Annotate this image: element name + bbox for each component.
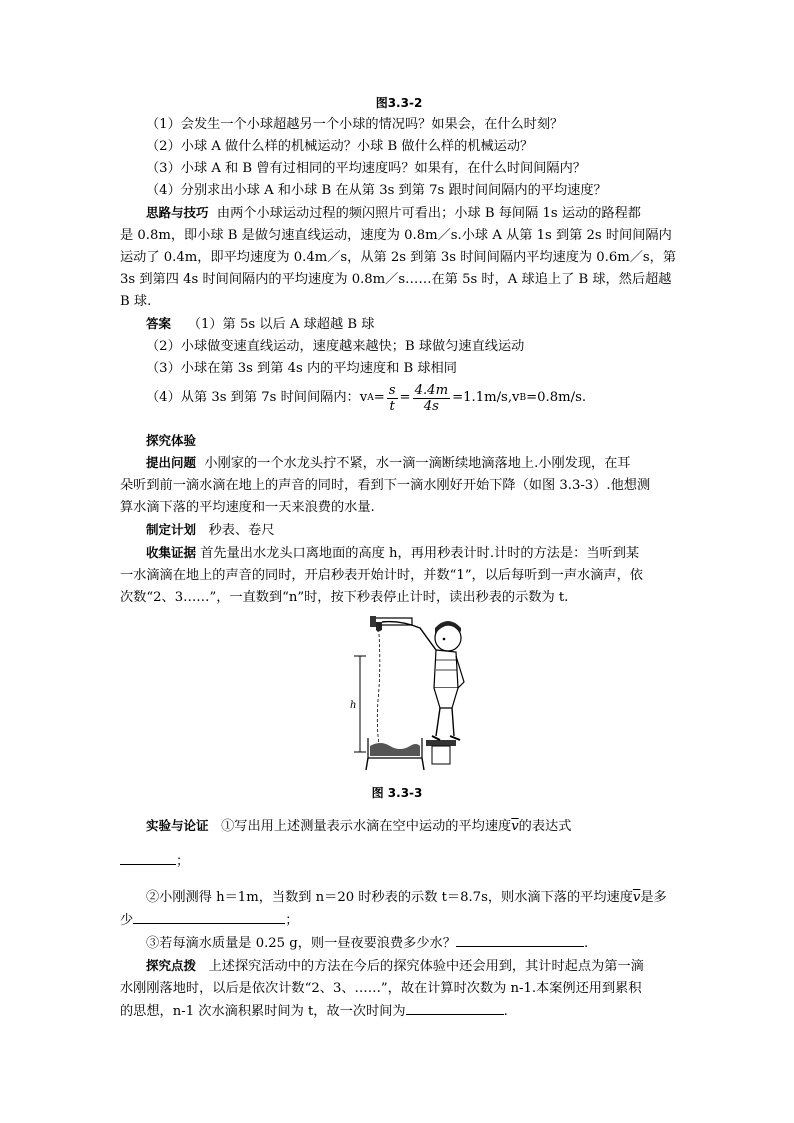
plan-line: 制定计划 秒表、卷尺 [146, 522, 275, 538]
exp-question-2-cont: 少 ； [120, 909, 678, 932]
tips-label: 思路与技巧 [146, 205, 209, 220]
explore-heading: 探究体验 [146, 433, 197, 448]
answer-3: （3）小球在第 3s 到第 4s 内的平均速度和 B 球相同 [146, 361, 457, 376]
tips-line-5: B 球. [120, 294, 152, 309]
point-line-3: 的思想，n-1 次水滴积累时间为 t，故一次时间为 . [120, 1000, 678, 1023]
answer-2: （2）小球做变速直线运动，速度越来越快；B 球做匀速直线运动 [146, 339, 525, 354]
question-3: （3）小球 A 和 B 曾有过相同的平均速度吗？如果有，在什么时间间隔内？ [146, 161, 586, 176]
figure-caption-3-3-3: 图 3.3-3 [371, 786, 423, 800]
question-2: （2）小球 A 做什么样的机械运动？小球 B 做什么样的机械运动？ [146, 139, 534, 154]
answer-blank-3[interactable] [456, 932, 584, 947]
document-body [120, 92, 678, 609]
exp-question-1: 实验与论证 ①写出用上述测量表示水滴在空中运动的平均速度$\overline{v}$的表达式 [146, 818, 572, 834]
figure-caption-top: 图3.3-2 [375, 96, 423, 110]
problem-line-3: 算水滴下落的平均速度和一天来浪费的水量. [120, 500, 375, 515]
point-line-2: 水刚刚落地时，以后是依次计数“2、3、……”，故在计算时次数为 n-1.本案例还用到累积 [120, 981, 642, 996]
point-line-1: 探究点拨 上述探究活动中的方法在今后的探究体验中还会用到，其计时起点为第一滴 [146, 958, 644, 974]
figure-faucet-boy [340, 610, 470, 780]
answer-1: 答案 （1）第 5s 以后 A 球超越 B 球 [146, 316, 375, 332]
collect-line-2: 一水滴滴在地上的声音的同时，开启秒表开始计时，并数“1”，以后每听到一声水滴声，依 [120, 568, 643, 583]
answer-blank-2[interactable] [133, 909, 285, 924]
question-1: （1）会发生一个小球超越另一个小球的情况吗？如果会，在什么时刻？ [146, 117, 564, 132]
collect-line-1: 收集证据 首先量出水龙头口离地面的高度 h，再用秒表计时.计时的方法是：当听到某 [146, 545, 640, 561]
tips-line-2: 是 0.8m，即小球 B 是做匀速直线运动，速度为 0.8m／s.小球 A 从第 1s 到第 2s 时间间隔内 [120, 228, 672, 243]
tips-line-3: 运动了 0.4m，即平均速度为 0.4m／s，从第 2s 到第 3s 时间间隔内平均速度为 0.6m／s，第 [120, 250, 677, 265]
exp-question-2: ②小刚测得 h＝1m，当数到 n＝20 时秒表的示数 t＝8.7s，则水滴下落的平均速度$\overline{v}$是多 [146, 890, 667, 905]
answer-label: 答案 [146, 316, 172, 331]
problem-line-2: 朵听到前一滴水滴在地上的声音的同时，看到下一滴水刚好开始下降（如图 3.3-3）.他想测 [120, 478, 651, 493]
collect-line-3: 次数“2、3……”，一直数到“n”时，按下秒表停止计时，读出秒表的示数为 t. [120, 590, 569, 605]
answer-blank-4[interactable] [406, 1000, 504, 1015]
formula-fraction-s-over-t: $\frac{s}{t}$ [388, 382, 396, 414]
formula-fraction-values: $\frac{4.4m}{4s}$ [414, 382, 449, 414]
question-4: （4）分别求出小球 A 和小球 B 在从第 3s 到第 7s 跟时间间隔内的平均速度？ [146, 183, 607, 198]
experiment-section [120, 815, 678, 1023]
exp-question-3: ③若每滴水质量是 0.25 g，则一昼夜要浪费多少水？ . [120, 932, 678, 955]
answer-blank-1[interactable] [120, 850, 176, 865]
tips-line-1: 思路与技巧 由两个小球运动过程的频闪照片可看出；小球 B 每间隔 1s 运动的路程都 [146, 205, 641, 221]
tips-line-4: 3s 到第四 4s 时间间隔内的平均速度为 0.8m／s……在第 5s 时，A 球追上了 B 球，然后超越 [120, 272, 672, 287]
height-label: h [350, 700, 357, 711]
answer-4: （4）从第 3s 到第 7s 时间间隔内：v A = $\frac{s}{t}$ = $\frac{4.4m}{4s}$ =1.1m/s,v B =0.8m/s. [146, 382, 587, 414]
exp-answer-line-1: ； [120, 850, 678, 873]
problem-line-1: 提出问题 小刚家的一个水龙头拧不紧，水一滴一滴断续地滴落地上.小刚发现，在耳 [146, 455, 631, 471]
